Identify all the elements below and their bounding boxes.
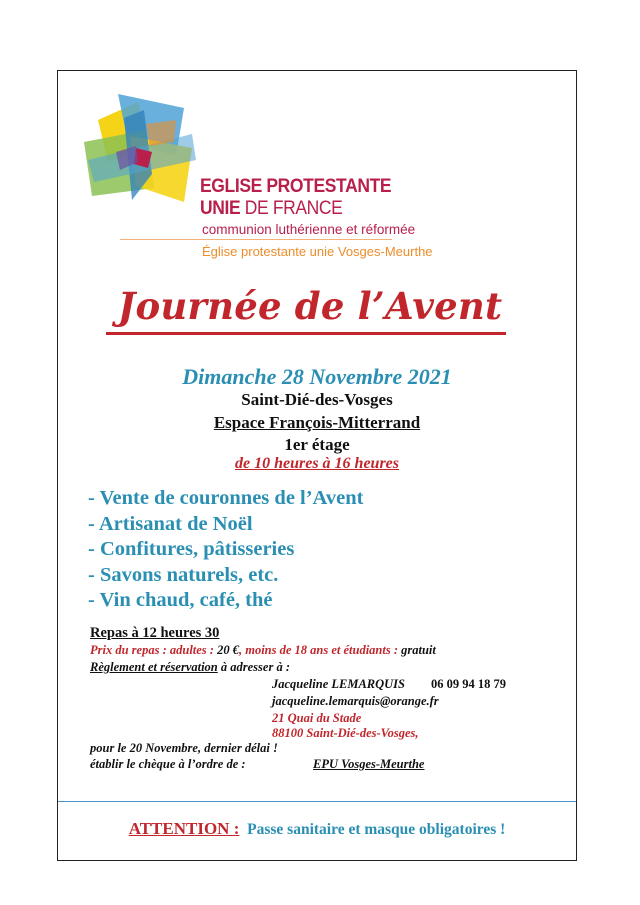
meal-price-adult: 20 € [217, 643, 239, 657]
separator-line [58, 801, 576, 802]
logo-subtitle: communion luthérienne et réformée [202, 222, 416, 237]
logo-regional-name: Église protestante unie Vosges-Meurthe [202, 244, 433, 259]
reservation-suffix: à adresser à : [217, 660, 290, 674]
attention-text: Passe sanitaire et masque obligatoires ! [247, 821, 506, 838]
reservation-deadline: pour le 20 Novembre, dernier délai ! [90, 741, 278, 755]
activity-list [88, 486, 363, 614]
activity-item: - Artisanat de Noël [88, 512, 253, 535]
title-underline [106, 332, 506, 335]
event-floor: 1er étage [284, 435, 350, 454]
meal-time: Repas à 12 heures 30 [90, 625, 220, 641]
activity-item: - Confitures, pâtisseries [88, 538, 295, 560]
church-logo-icon [80, 90, 200, 208]
contact-street: 21 Quai du Stade [272, 711, 362, 725]
logo-title-line1: EGLISE PROTESTANTE [200, 176, 392, 197]
page-title: Journée de l’Avent [117, 284, 503, 328]
attention-notice [57, 819, 577, 839]
meal-price [90, 643, 436, 658]
event-hours: de 10 heures à 16 heures [234, 455, 399, 472]
activity-item: - Vin chaud, café, thé [88, 589, 273, 611]
logo-divider [120, 239, 392, 240]
activity-item: - Savons naturels, etc. [88, 563, 279, 586]
logo-title-line2 [200, 198, 342, 220]
logo-title-unie: UNIE [200, 198, 241, 219]
cheque-label: établir le chèque à l’ordre de : [90, 757, 246, 771]
event-date: Dimanche 28 Novembre 2021 [182, 364, 452, 389]
contact-phone: 06 09 94 18 79 [431, 677, 506, 691]
meal-price-suffix: , moins de 18 ans et étudiants : [238, 643, 402, 657]
meal-price-free: gratuit [401, 643, 436, 657]
logo-title-de-france: DE FRANCE [240, 198, 343, 219]
contact-email: jacqueline.lemarquis@orange.fr [272, 694, 439, 708]
event-venue: Espace François-Mitterrand [213, 413, 421, 432]
reservation-line [90, 660, 290, 675]
event-city: Saint-Dié-des-Vosges [241, 390, 393, 409]
meal-price-prefix: Prix du repas : adultes : [90, 643, 218, 657]
contact-town: 88100 Saint-Dié-des-Vosges, [272, 726, 419, 740]
attention-label: ATTENTION : [128, 819, 240, 838]
activity-item: - Vente de couronnes de l’Avent [88, 487, 364, 509]
reservation-label: Règlement et réservation [90, 660, 218, 674]
contact-name: Jacqueline LEMARQUIS [272, 677, 406, 691]
cheque-payee: EPU Vosges-Meurthe [313, 757, 425, 771]
